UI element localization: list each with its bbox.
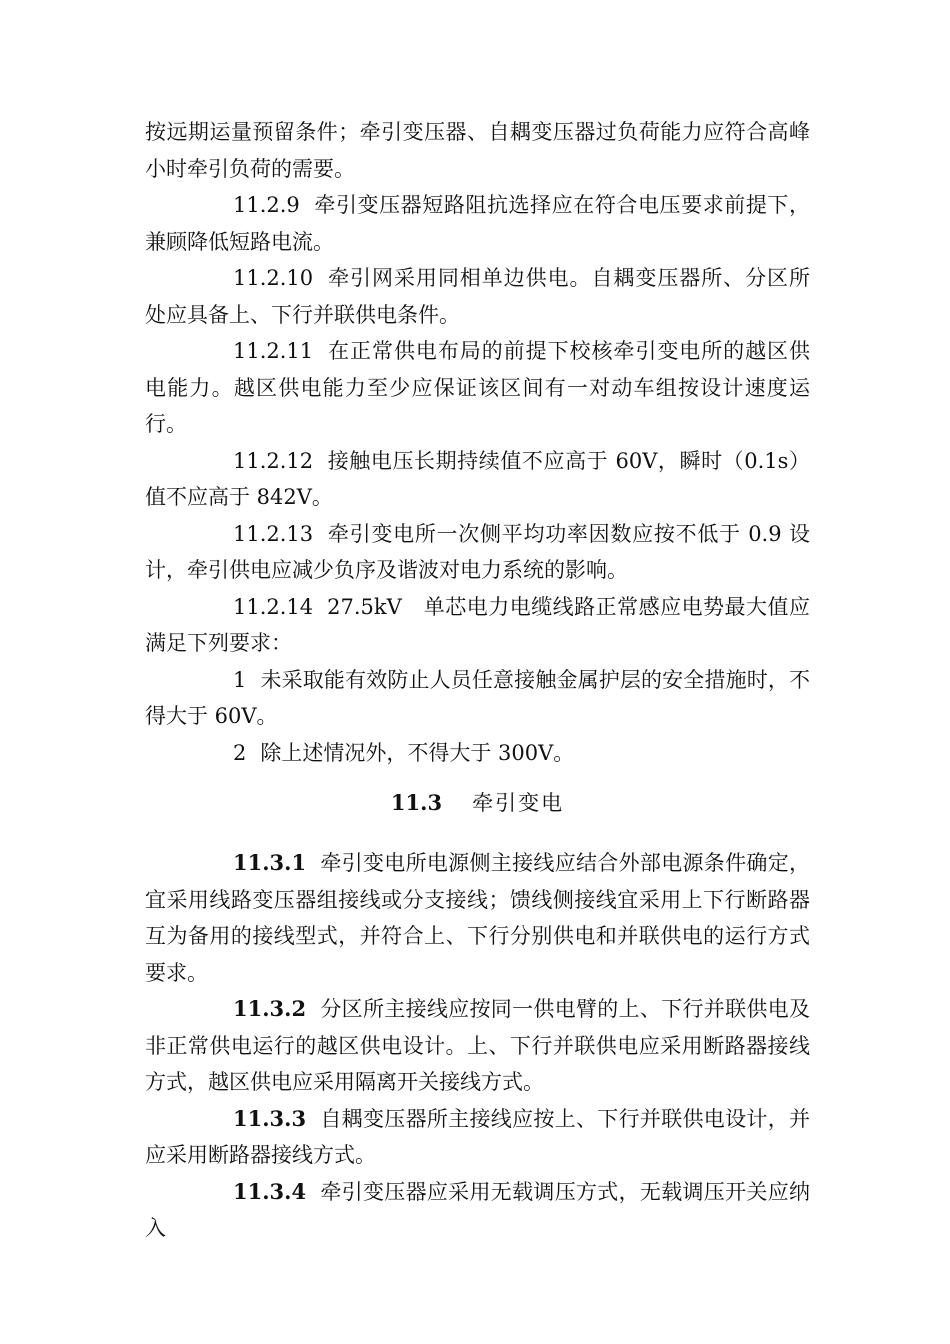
clause-number: 11.2.9 xyxy=(233,193,300,217)
clause-11-2-10 xyxy=(145,260,810,333)
clause-number: 11.2.10 xyxy=(233,266,314,290)
list-item-1 xyxy=(145,662,810,735)
section-title: 牵引变电 xyxy=(472,791,565,815)
clause-text: 牵引变压器应采用无载调压方式，无载调压开关应纳入 xyxy=(145,1179,810,1240)
clause-number: 11.2.11 xyxy=(233,339,314,363)
clause-11-2-9 xyxy=(145,187,810,260)
clause-11-2-11 xyxy=(145,333,810,443)
clause-text: 分区所主接线应按同一供电臂的上、下行并联供电及非正常供电运行的越区供电设计。上、下行并联供电应采用断路器接线方式，越区供电应采用隔离开关接线方式。 xyxy=(145,997,810,1094)
list-item-2 xyxy=(145,735,810,772)
section-number: 11.3 xyxy=(390,790,443,815)
section-heading xyxy=(145,785,810,821)
clause-number: 11.3.1 xyxy=(233,850,307,875)
clause-11-2-12 xyxy=(145,443,810,516)
list-item-text: 除上述情况外，不得大于 300V。 xyxy=(260,740,575,765)
clause-11-3-3 xyxy=(145,1101,810,1174)
list-item-number: 1 xyxy=(233,667,247,692)
clause-text: 牵引变电所一次侧平均功率因数应按不低于 0.9 设计，牵引供电应减少负序及谐波对电力系统的影响。 xyxy=(145,521,810,582)
clause-number: 11.2.13 xyxy=(233,521,314,546)
document-page xyxy=(145,114,810,1247)
clause-text: 牵引变电所电源侧主接线应结合外部电源条件确定，宜采用线路变压器组接线或分支接线；馈线侧接线宜采用上下行断路器互为备用的接线型式，并符合上、下行分别供电和并联供电的运行方式要求。 xyxy=(145,851,810,985)
clause-11-2-13 xyxy=(145,516,810,589)
clause-number: 11.2.12 xyxy=(233,448,314,473)
clause-number: 11.3.2 xyxy=(233,996,307,1021)
list-item-text: 未采取能有效防止人员任意接触金属护层的安全措施时，不得大于 60V。 xyxy=(145,667,810,728)
clause-text: 在正常供电布局的前提下校核牵引变电所的越区供电能力。越区供电能力至少应保证该区间有一对动车组按设计速度运行。 xyxy=(145,339,810,436)
clause-text: 自耦变压器所主接线应按上、下行并联供电设计，并应采用断路器接线方式。 xyxy=(145,1106,810,1167)
clause-text: 牵引变压器短路阻抗选择应在符合电压要求前提下，兼顾降低短路电流。 xyxy=(145,193,810,254)
clause-11-3-4 xyxy=(145,1174,810,1247)
clause-text: 27.5kV 单芯电力电缆线路正常感应电势最大值应满足下列要求： xyxy=(145,594,810,655)
clause-number: 11.2.14 xyxy=(233,594,314,619)
clause-text: 接触电压长期持续值不应高于 60V，瞬时（0.1s）值不应高于 842V。 xyxy=(145,448,810,509)
list-item-number: 2 xyxy=(233,740,247,765)
clause-number: 11.3.3 xyxy=(233,1105,307,1131)
paragraph-text: 按远期运量预留条件；牵引变压器、自耦变压器过负荷能力应符合高峰小时牵引负荷的需要。 xyxy=(145,120,810,181)
clause-number: 11.3.4 xyxy=(233,1178,307,1204)
clause-11-3-2 xyxy=(145,991,810,1101)
clause-11-2-14 xyxy=(145,589,810,662)
clause-11-3-1 xyxy=(145,845,810,991)
clause-text: 牵引网采用同相单边供电。自耦变压器所、分区所处应具备上、下行并联供电条件。 xyxy=(145,266,810,327)
paragraph-continued xyxy=(145,114,810,187)
